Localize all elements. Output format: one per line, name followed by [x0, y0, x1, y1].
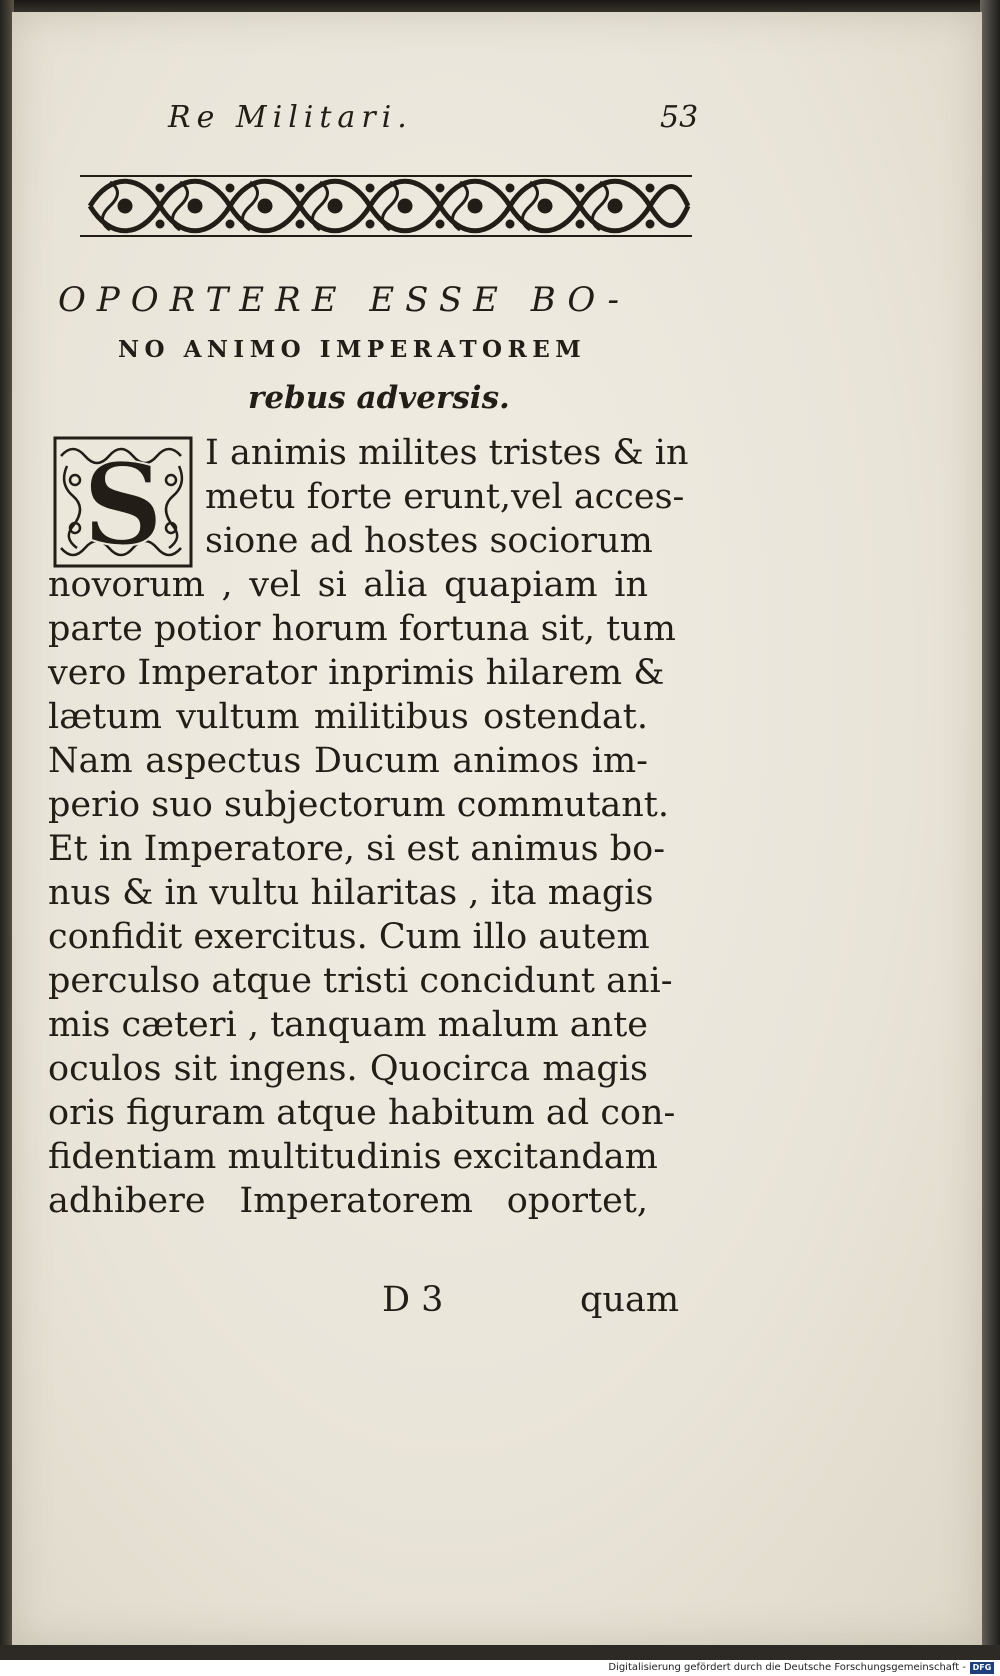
decorated-initial	[53, 436, 193, 568]
page-number: 53	[660, 100, 699, 135]
dfg-logo: DFG	[970, 1662, 994, 1674]
text-line: confidit exercitus. Cum illo autem	[48, 917, 650, 957]
chapter-heading-line-1: OPORTERE ESSE BO-	[58, 280, 631, 320]
text-line: oris figuram atque habitum ad con-	[48, 1093, 676, 1133]
digitization-credit: Digitalisierung gefördert durch die Deutsche Forschungsgemeinschaft -	[608, 1662, 966, 1673]
scan-edge-right	[980, 0, 1000, 1676]
text-line: Nam aspectus Ducum animos im-	[48, 741, 648, 781]
text-line: novorum , vel si alia quapiam in	[48, 565, 648, 605]
scan-edge-bottom	[0, 1645, 1000, 1660]
text-line: mis cæteri , tanquam malum ante	[48, 1005, 648, 1045]
text-line: perculso atque tristi concidunt ani-	[48, 961, 673, 1001]
text-line: fidentiam multitudinis excitandam	[48, 1137, 658, 1177]
text-line: metu forte erunt,vel acces-	[205, 477, 685, 517]
catchword: quam	[580, 1280, 680, 1320]
text-line: vero Imperator inprimis hilarem &	[48, 653, 665, 693]
text-line: I animis milites tristes & in	[205, 433, 689, 473]
text-line: parte potior horum fortuna sit, tum	[48, 609, 676, 649]
text-line: oculos sit ingens. Quocirca magis	[48, 1049, 648, 1089]
text-line: Et in Imperatore, si est animus bo-	[48, 829, 666, 869]
text-line: sione ad hostes sociorum	[205, 521, 653, 561]
chapter-heading-line-2: NO ANIMO IMPERATOREM	[118, 336, 587, 363]
text-line: nus & in vultu hilaritas , ita magis	[48, 873, 654, 913]
text-line: lætum vultum militibus ostendat.	[48, 697, 648, 737]
headpiece-ornament	[80, 168, 692, 244]
text-line: adhibere Imperatorem oportet,	[48, 1181, 648, 1221]
running-head-title: Re Militari.	[168, 100, 413, 135]
chapter-heading-line-3: rebus adversis.	[248, 380, 510, 416]
text-line: perio suo subjectorum commutant.	[48, 785, 669, 825]
signature-mark: D 3	[382, 1280, 444, 1320]
initial-letter: S	[82, 440, 164, 568]
